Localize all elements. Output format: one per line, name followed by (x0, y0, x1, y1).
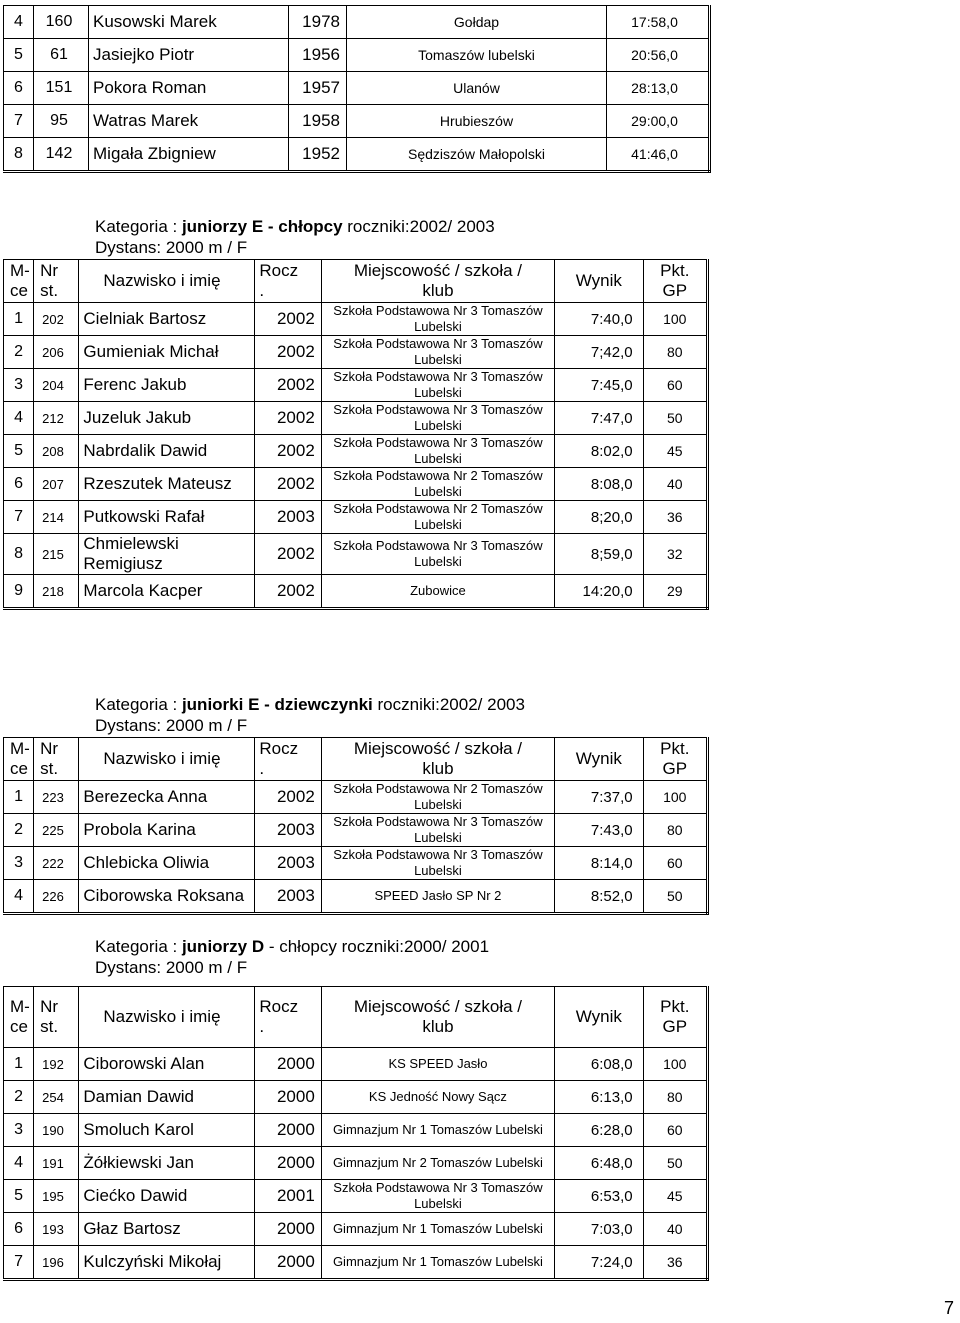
header-bib-number: Nr st. (34, 260, 79, 303)
name-cell: Ciborowski Alan (79, 1048, 255, 1081)
position-cell: 6 (4, 468, 34, 501)
time-cell: 7:37,0 (555, 781, 644, 814)
table-header-row (4, 260, 708, 303)
bib-number-cell: 208 (34, 435, 79, 468)
bib-number-cell: 196 (34, 1246, 79, 1280)
category-name: juniorki E - dziewczynki (181, 695, 373, 714)
club-cell: Gimnazjum Nr 1 Tomaszów Lubelski (321, 1114, 554, 1147)
club-cell: KS Jedność Nowy Sącz (321, 1081, 554, 1114)
table-row (4, 1147, 708, 1180)
time-cell: 6:28,0 (555, 1114, 644, 1147)
position-cell: 5 (4, 435, 34, 468)
points-cell: 100 (643, 303, 707, 336)
club-cell: SPEED Jasło SP Nr 2 (321, 880, 554, 914)
position-cell: 9 (4, 575, 34, 609)
table-row (4, 1213, 708, 1246)
name-cell: Watras Marek (89, 105, 289, 138)
category-prefix: Kategoria : (95, 695, 182, 714)
bib-number-cell: 192 (34, 1048, 79, 1081)
club-cell: Szkoła Podstawowa Nr 3 Tomaszów Lubelski (321, 369, 554, 402)
table-row (4, 336, 708, 369)
name-cell: Probola Karina (79, 814, 255, 847)
position-cell: 1 (4, 781, 34, 814)
club-cell: Zubowice (321, 575, 554, 609)
club-cell: Sędziszów Małopolski (347, 138, 607, 172)
table-header-row (4, 987, 708, 1048)
header-club: Miejscowość / szkoła / klub (321, 260, 554, 303)
points-cell: 80 (643, 814, 707, 847)
bib-number-cell: 193 (34, 1213, 79, 1246)
club-cell: Szkoła Podstawowa Nr 3 Tomaszów Lubelski (321, 1180, 554, 1213)
position-cell: 4 (4, 402, 34, 435)
birth-year-cell: 2002 (255, 781, 321, 814)
name-cell: Kusowski Marek (89, 6, 289, 39)
header-name: Nazwisko i imię (79, 260, 255, 303)
bib-number-cell: 204 (34, 369, 79, 402)
points-cell: 36 (643, 501, 707, 534)
header-name: Nazwisko i imię (79, 738, 255, 781)
time-cell: 28:13,0 (607, 72, 710, 105)
club-cell: Gimnazjum Nr 1 Tomaszów Lubelski (321, 1213, 554, 1246)
time-cell: 6:08,0 (555, 1048, 644, 1081)
bib-number-cell: 226 (34, 880, 79, 914)
club-cell: Szkoła Podstawowa Nr 3 Tomaszów Lubelski (321, 847, 554, 880)
position-cell: 8 (4, 138, 34, 172)
time-cell: 17:58,0 (607, 6, 710, 39)
club-cell: Szkoła Podstawowa Nr 2 Tomaszów Lubelski (321, 501, 554, 534)
header-birth-year: Rocz . (255, 987, 321, 1048)
page-number: 7 (943, 1298, 954, 1318)
position-cell: 3 (4, 1114, 34, 1147)
name-cell: Ferenc Jakub (79, 369, 255, 402)
points-cell: 32 (643, 534, 707, 575)
name-cell: Głaz Bartosz (79, 1213, 255, 1246)
header-position: M- ce (4, 260, 34, 303)
birth-year-cell: 2003 (255, 880, 321, 914)
club-cell: Gołdap (347, 6, 607, 39)
header-bib-number: Nr st. (34, 738, 79, 781)
birth-year-cell: 1978 (289, 6, 347, 39)
name-cell: Damian Dawid (79, 1081, 255, 1114)
bib-number-cell: 222 (34, 847, 79, 880)
points-cell: 100 (643, 781, 707, 814)
time-cell: 7:43,0 (555, 814, 644, 847)
table-row (4, 468, 708, 501)
birth-year-cell: 2001 (255, 1180, 321, 1213)
birth-year-cell: 2002 (255, 303, 321, 336)
position-cell: 2 (4, 1081, 34, 1114)
table-row (4, 814, 708, 847)
category-heading (95, 936, 489, 978)
time-cell: 8:52,0 (555, 880, 644, 914)
table-row (4, 6, 710, 39)
birth-year-cell: 2002 (255, 468, 321, 501)
header-club: Miejscowość / szkoła / klub (321, 738, 554, 781)
table-row (4, 501, 708, 534)
header-position: M- ce (4, 987, 34, 1048)
position-cell: 3 (4, 369, 34, 402)
header-points: Pkt. GP (643, 987, 707, 1048)
club-cell: Hrubieszów (347, 105, 607, 138)
distance-label: Dystans: 2000 m / F (95, 716, 248, 735)
category-name: juniorzy D (181, 937, 265, 956)
header-result: Wynik (555, 987, 644, 1048)
club-cell: KS SPEED Jasło (321, 1048, 554, 1081)
category-prefix: Kategoria : (95, 937, 182, 956)
club-cell: Szkoła Podstawowa Nr 3 Tomaszów Lubelski (321, 814, 554, 847)
bib-number-cell: 151 (34, 72, 89, 105)
category-heading (95, 694, 525, 736)
time-cell: 14:20,0 (555, 575, 644, 609)
club-cell: Szkoła Podstawowa Nr 2 Tomaszów Lubelski (321, 781, 554, 814)
birth-year-cell: 1956 (289, 39, 347, 72)
birth-year-cell: 2002 (255, 369, 321, 402)
club-cell: Szkoła Podstawowa Nr 3 Tomaszów Lubelski (321, 336, 554, 369)
table-row (4, 1180, 708, 1213)
table-row (4, 369, 708, 402)
position-cell: 6 (4, 1213, 34, 1246)
points-cell: 60 (643, 847, 707, 880)
table-row (4, 402, 708, 435)
birth-year-cell: 2002 (255, 534, 321, 575)
bib-number-cell: 202 (34, 303, 79, 336)
points-cell: 60 (643, 1114, 707, 1147)
time-cell: 20:56,0 (607, 39, 710, 72)
time-cell: 8;20,0 (555, 501, 644, 534)
points-cell: 40 (643, 468, 707, 501)
birth-year-cell: 1957 (289, 72, 347, 105)
bib-number-cell: 191 (34, 1147, 79, 1180)
position-cell: 7 (4, 501, 34, 534)
position-cell: 4 (4, 6, 34, 39)
time-cell: 6:13,0 (555, 1081, 644, 1114)
club-cell: Ulanów (347, 72, 607, 105)
table-row (4, 534, 708, 575)
results-table-juniorki-e (3, 737, 709, 915)
name-cell: Juzeluk Jakub (79, 402, 255, 435)
header-bib-number: Nr st. (34, 987, 79, 1048)
time-cell: 7:45,0 (555, 369, 644, 402)
table-row (4, 435, 708, 468)
time-cell: 6:53,0 (555, 1180, 644, 1213)
name-cell: Jasiejko Piotr (89, 39, 289, 72)
header-result: Wynik (555, 260, 644, 303)
bib-number-cell: 207 (34, 468, 79, 501)
header-name: Nazwisko i imię (79, 987, 255, 1048)
bib-number-cell: 212 (34, 402, 79, 435)
club-cell: Szkoła Podstawowa Nr 3 Tomaszów Lubelski (321, 402, 554, 435)
bib-number-cell: 214 (34, 501, 79, 534)
time-cell: 8;59,0 (555, 534, 644, 575)
category-heading (95, 216, 495, 258)
time-cell: 41:46,0 (607, 138, 710, 172)
position-cell: 2 (4, 336, 34, 369)
results-table-juniorzy-e (3, 259, 709, 610)
points-cell: 80 (643, 336, 707, 369)
points-cell: 50 (643, 1147, 707, 1180)
birth-year-cell: 2000 (255, 1081, 321, 1114)
position-cell: 5 (4, 1180, 34, 1213)
bib-number-cell: 215 (34, 534, 79, 575)
birth-year-cell: 1958 (289, 105, 347, 138)
time-cell: 7:03,0 (555, 1213, 644, 1246)
birth-year-cell: 2002 (255, 435, 321, 468)
bib-number-cell: 142 (34, 138, 89, 172)
table-row (4, 847, 708, 880)
table-row (4, 1114, 708, 1147)
points-cell: 80 (643, 1081, 707, 1114)
bib-number-cell: 206 (34, 336, 79, 369)
category-years: - chłopcy roczniki:2000/ 2001 (264, 937, 490, 956)
bib-number-cell: 195 (34, 1180, 79, 1213)
table-row (4, 1246, 708, 1280)
birth-year-cell: 1952 (289, 138, 347, 172)
time-cell: 7:40,0 (555, 303, 644, 336)
name-cell: Migała Zbigniew (89, 138, 289, 172)
table-row (4, 39, 710, 72)
birth-year-cell: 2002 (255, 336, 321, 369)
category-years: roczniki:2002/ 2003 (372, 695, 525, 714)
birth-year-cell: 2000 (255, 1048, 321, 1081)
position-cell: 3 (4, 847, 34, 880)
birth-year-cell: 2000 (255, 1114, 321, 1147)
bib-number-cell: 160 (34, 6, 89, 39)
table-header-row (4, 738, 708, 781)
points-cell: 50 (643, 402, 707, 435)
birth-year-cell: 2003 (255, 847, 321, 880)
bib-number-cell: 218 (34, 575, 79, 609)
time-cell: 8:14,0 (555, 847, 644, 880)
bib-number-cell: 95 (34, 105, 89, 138)
points-cell: 50 (643, 880, 707, 914)
position-cell: 4 (4, 1147, 34, 1180)
name-cell: Berezecka Anna (79, 781, 255, 814)
name-cell: Pokora Roman (89, 72, 289, 105)
name-cell: Marcola Kacper (79, 575, 255, 609)
table-row (4, 1048, 708, 1081)
birth-year-cell: 2002 (255, 575, 321, 609)
bib-number-cell: 225 (34, 814, 79, 847)
points-cell: 100 (643, 1048, 707, 1081)
time-cell: 7:24,0 (555, 1246, 644, 1280)
time-cell: 7;42,0 (555, 336, 644, 369)
header-birth-year: Rocz . (255, 260, 321, 303)
position-cell: 8 (4, 534, 34, 575)
birth-year-cell: 2000 (255, 1246, 321, 1280)
name-cell: Nabrdalik Dawid (79, 435, 255, 468)
name-cell: Chmielewski Remigiusz (79, 534, 255, 575)
name-cell: Kulczyński Mikołaj (79, 1246, 255, 1280)
distance-label: Dystans: 2000 m / F (95, 238, 248, 257)
position-cell: 4 (4, 880, 34, 914)
time-cell: 6:48,0 (555, 1147, 644, 1180)
category-name: juniorzy E - chłopcy (181, 217, 343, 236)
position-cell: 7 (4, 1246, 34, 1280)
name-cell: Ciećko Dawid (79, 1180, 255, 1213)
header-birth-year: Rocz . (255, 738, 321, 781)
bib-number-cell: 254 (34, 1081, 79, 1114)
name-cell: Putkowski Rafał (79, 501, 255, 534)
header-result: Wynik (555, 738, 644, 781)
birth-year-cell: 2000 (255, 1147, 321, 1180)
birth-year-cell: 2003 (255, 501, 321, 534)
time-cell: 8:02,0 (555, 435, 644, 468)
table-row (4, 1081, 708, 1114)
name-cell: Gumieniak Michał (79, 336, 255, 369)
header-points: Pkt. GP (643, 738, 707, 781)
points-cell: 45 (643, 1180, 707, 1213)
club-cell: Szkoła Podstawowa Nr 3 Tomaszów Lubelski (321, 435, 554, 468)
name-cell: Chlebicka Oliwia (79, 847, 255, 880)
club-cell: Tomaszów lubelski (347, 39, 607, 72)
position-cell: 1 (4, 303, 34, 336)
bib-number-cell: 61 (34, 39, 89, 72)
header-points: Pkt. GP (643, 260, 707, 303)
name-cell: Rzeszutek Mateusz (79, 468, 255, 501)
results-table-juniorzy-d (3, 986, 709, 1281)
position-cell: 6 (4, 72, 34, 105)
results-table-continued (3, 5, 711, 173)
position-cell: 2 (4, 814, 34, 847)
club-cell: Gimnazjum Nr 2 Tomaszów Lubelski (321, 1147, 554, 1180)
club-cell: Szkoła Podstawowa Nr 3 Tomaszów Lubelski (321, 303, 554, 336)
position-cell: 7 (4, 105, 34, 138)
table-row (4, 138, 710, 172)
table-row (4, 781, 708, 814)
category-years: roczniki:2002/ 2003 (342, 217, 495, 236)
table-row (4, 880, 708, 914)
time-cell: 29:00,0 (607, 105, 710, 138)
time-cell: 8:08,0 (555, 468, 644, 501)
bib-number-cell: 223 (34, 781, 79, 814)
bib-number-cell: 190 (34, 1114, 79, 1147)
points-cell: 40 (643, 1213, 707, 1246)
table-row (4, 303, 708, 336)
table-row (4, 575, 708, 609)
birth-year-cell: 2003 (255, 814, 321, 847)
distance-label: Dystans: 2000 m / F (95, 958, 248, 977)
club-cell: Gimnazjum Nr 1 Tomaszów Lubelski (321, 1246, 554, 1280)
points-cell: 29 (643, 575, 707, 609)
points-cell: 60 (643, 369, 707, 402)
time-cell: 7:47,0 (555, 402, 644, 435)
club-cell: Szkoła Podstawowa Nr 2 Tomaszów Lubelski (321, 468, 554, 501)
name-cell: Żółkiewski Jan (79, 1147, 255, 1180)
birth-year-cell: 2000 (255, 1213, 321, 1246)
points-cell: 45 (643, 435, 707, 468)
position-cell: 5 (4, 39, 34, 72)
name-cell: Cielniak Bartosz (79, 303, 255, 336)
name-cell: Ciborowska Roksana (79, 880, 255, 914)
position-cell: 1 (4, 1048, 34, 1081)
header-club: Miejscowość / szkoła / klub (321, 987, 554, 1048)
name-cell: Smoluch Karol (79, 1114, 255, 1147)
points-cell: 36 (643, 1246, 707, 1280)
table-row (4, 105, 710, 138)
header-position: M- ce (4, 738, 34, 781)
birth-year-cell: 2002 (255, 402, 321, 435)
category-prefix: Kategoria : (95, 217, 182, 236)
table-row (4, 72, 710, 105)
club-cell: Szkoła Podstawowa Nr 3 Tomaszów Lubelski (321, 534, 554, 575)
